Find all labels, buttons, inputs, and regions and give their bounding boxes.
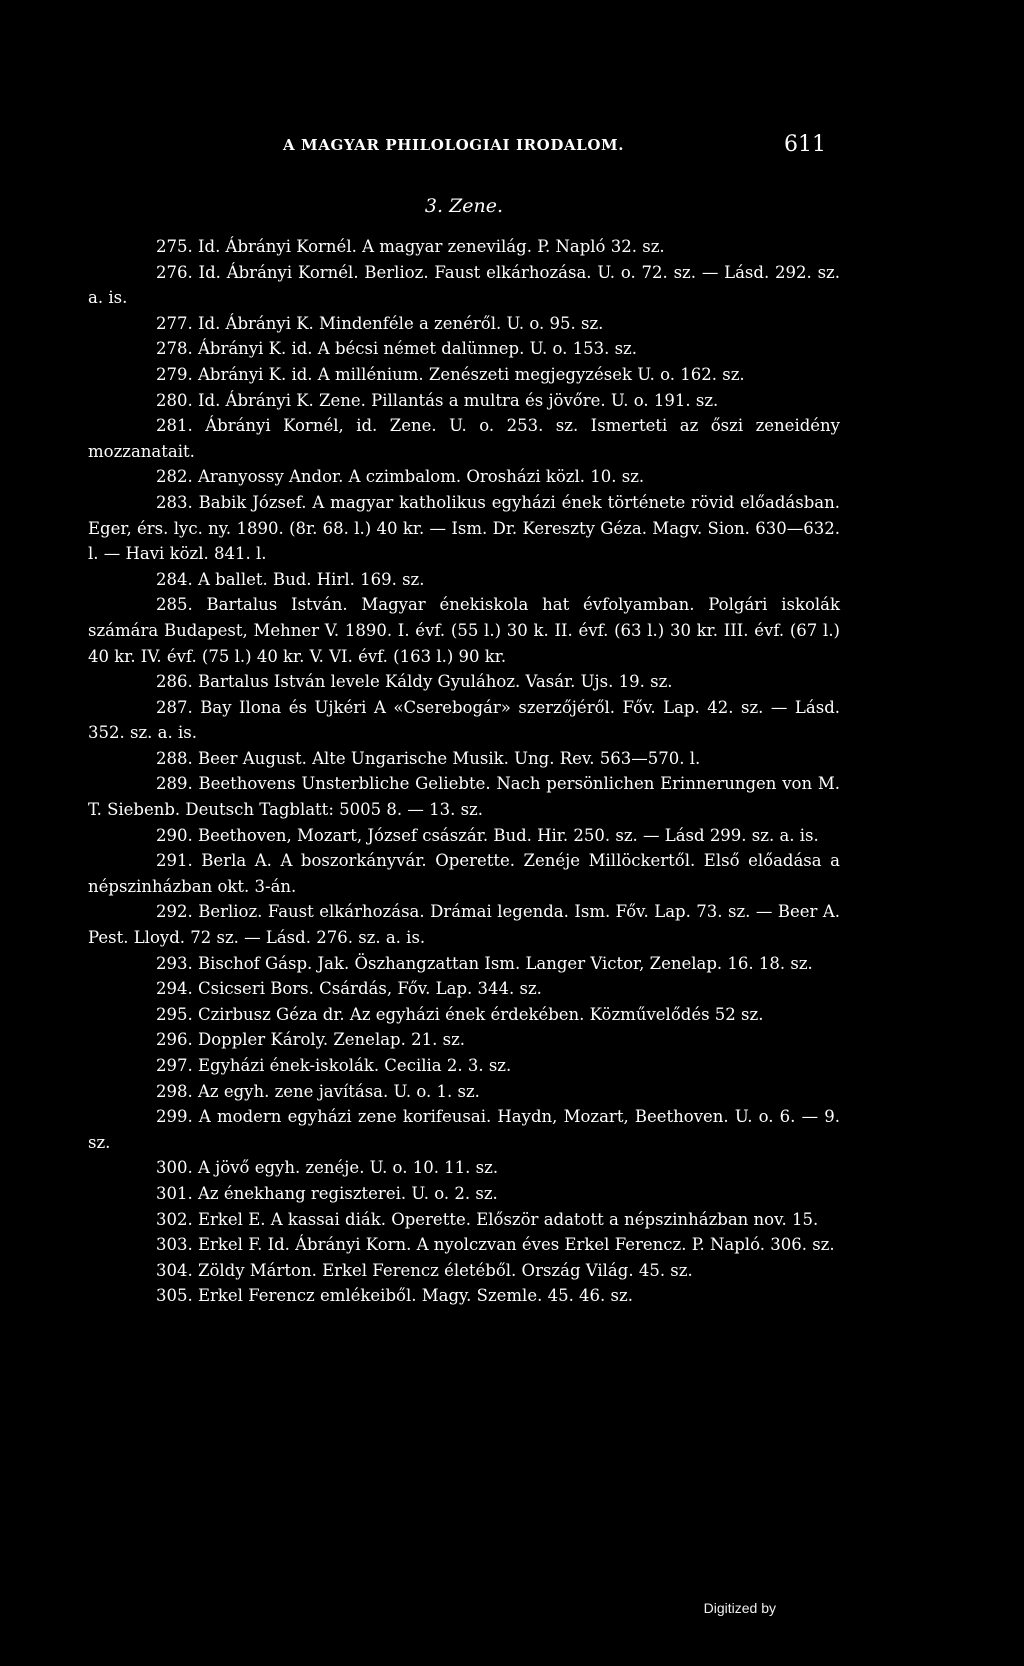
bibliography-entry [88, 746, 840, 772]
bibliography-entry [88, 669, 840, 695]
bibliography-entry [88, 1104, 846, 1155]
bibliography-entry [88, 336, 840, 362]
entry-text: 299. A modern egyházi zene korifeusai. Haydn, Mozart, Beethoven. U. o. 6. — 9. sz. [88, 1107, 846, 1152]
section-title: 3. Zene. [424, 195, 504, 217]
bibliography-entry [88, 1053, 840, 1079]
entry-text: 295. Czirbusz Géza dr. Az egyházi ének érdekében. Közművelődés 52 sz. [156, 1004, 764, 1024]
bibliography-list [88, 234, 846, 1309]
bibliography-entry [88, 388, 840, 414]
entry-text: 283. Babik József. A magyar katholikus egyházi ének története rövid előadásban. Eger, érs. lyc. ny. 1890. (8r. 68. l.) 40 kr. — Ism. Dr. Kereszty Géza. Magv. Sion. 630—632. l. — Havi közl. 841. l. [88, 492, 846, 564]
entry-text: 284. A ballet. Bud. Hirl. 169. sz. [156, 569, 425, 589]
bibliography-entry [88, 490, 846, 567]
entry-text: 294. Csicseri Bors. Csárdás, Főv. Lap. 344. sz. [156, 979, 542, 999]
bibliography-entry [88, 951, 840, 977]
entry-text: 288. Beer August. Alte Ungarische Musik. Ung. Rev. 563—570. l. [156, 748, 701, 768]
entry-text: 280. Id. Ábrányi K. Zene. Pillantás a multra és jövőre. U. o. 191. sz. [156, 390, 719, 410]
bibliography-entry [88, 413, 846, 464]
digitized-by-label: Digitized by [703, 1600, 776, 1616]
entry-text: 303. Erkel F. Id. Ábrányi Korn. A nyolczvan éves Erkel Ferencz. P. Napló. 306. sz. [156, 1235, 835, 1255]
bibliography-entry [88, 1027, 840, 1053]
entry-text: 276. Id. Ábrányi Kornél. Berlioz. Faust elkárhozása. U. o. 72. sz. — Lásd. 292. sz. a. is. [88, 262, 846, 308]
entry-text: 277. Id. Ábrányi K. Mindenféle a zenéről. U. o. 95. sz. [156, 313, 604, 333]
bibliography-entry [88, 1079, 840, 1105]
entry-text: 302. Erkel E. A kassai diák. Operette. Először adatott a népszinházban nov. 15. [156, 1209, 819, 1229]
entry-text: 297. Egyházi ének-iskolák. Cecilia 2. 3. sz. [156, 1056, 512, 1075]
entry-text: 290. Beethoven, Mozart, József császár. Bud. Hir. 250. sz. — Lásd 299. sz. a. is. [156, 825, 819, 845]
bibliography-entry [88, 848, 846, 899]
entry-text: 298. Az egyh. zene javítása. U. o. 1. sz. [156, 1081, 480, 1101]
bibliography-entry [88, 260, 846, 311]
bibliography-entry [88, 1155, 840, 1181]
bibliography-entry [88, 234, 840, 260]
entry-text: 278. Ábrányi K. id. A bécsi német dalünnep. U. o. 153. sz. [156, 339, 637, 359]
entry-text: 301. Az énekhang regiszterei. U. o. 2. sz. [156, 1183, 498, 1203]
bibliography-entry [88, 567, 840, 593]
entry-text: 287. Bay Ilona és Ujkéri A «Cserebogár» szerzőjéről. Főv. Lap. 42. sz. — Lásd. 352. sz. a. is. [88, 697, 846, 743]
entry-text: 289. Beethovens Unsterbliche Geliebte. Nach persönlichen Erinnerungen von M. T. Siebenb. Deutsch Tagblatt: 5005 8. — 13. sz. [88, 774, 846, 820]
bibliography-entry [88, 695, 846, 746]
page-number: 611 [784, 132, 826, 157]
entry-text: 286. Bartalus István levele Káldy Gyulához. Vasár. Ujs. 19. sz. [156, 672, 673, 692]
bibliography-entry [88, 1002, 840, 1028]
entry-text: 281. Ábrányi Kornél, id. Zene. U. o. 253. sz. Ismerteti az őszi zeneidény mozzanatait. [88, 416, 846, 461]
bibliography-entry [88, 976, 840, 1002]
entry-text: 291. Berla A. A boszorkányvár. Operette. Zenéje Millöckertől. Első előadása a népszinházban okt. 3-án. [88, 851, 846, 896]
book-page [88, 0, 846, 1666]
bibliography-entry [88, 771, 846, 822]
entry-text: 282. Aranyossy Andor. A czimbalom. Orosházi közl. 10. sz. [156, 467, 645, 487]
entry-text: 305. Erkel Ferencz emlékeiből. Magy. Szemle. 45. 46. sz. [156, 1286, 633, 1306]
bibliography-entry [88, 311, 840, 337]
bibliography-entry [88, 1232, 840, 1258]
bibliography-entry [88, 899, 846, 950]
entry-text: 275. Id. Ábrányi Kornél. A magyar zenevilág. P. Napló 32. sz. [156, 237, 665, 256]
bibliography-entry [88, 1258, 840, 1284]
bibliography-entry [88, 1283, 840, 1309]
entry-text: 296. Doppler Károly. Zenelap. 21. sz. [156, 1030, 466, 1050]
entry-text: 300. A jövő egyh. zenéje. U. o. 10. 11. sz. [156, 1158, 499, 1178]
bibliography-entry [88, 362, 840, 388]
entry-text: 279. Abrányi K. id. A millénium. Zenészeti megjegyzések U. o. 162. sz. [156, 364, 745, 384]
entry-text: 304. Zöldy Márton. Erkel Ferencz életéből. Ország Világ. 45. sz. [156, 1260, 693, 1280]
entry-text: 285. Bartalus István. Magyar énekiskola hat évfolyamban. Polgári iskolák számára Budapest, Mehner V. 1890. I. évf. (55 l.) 30 k. II. évf. (63 l.) 30 kr. III. évf. (67 l.) 40 kr. IV. évf. (75 l.) 40 kr. V. VI. évf. (163 l.) 90 kr. [88, 595, 846, 666]
bibliography-entry [88, 823, 840, 849]
running-header [88, 132, 840, 164]
bibliography-entry [88, 464, 840, 490]
entry-text: 292. Berlioz. Faust elkárhozása. Drámai legenda. Ism. Főv. Lap. 73. sz. — Beer A. Pest. Lloyd. 72 sz. — Lásd. 276. sz. a. is. [88, 902, 846, 948]
bibliography-entry [88, 592, 846, 669]
header-title: A MAGYAR PHILOLOGIAI IRODALOM. [283, 136, 625, 154]
bibliography-entry [88, 1207, 840, 1233]
entry-text: 293. Bischof Gásp. Jak. Öszhangzattan Ism. Langer Victor, Zenelap. 16. 18. sz. [156, 953, 813, 973]
bibliography-entry [88, 1181, 840, 1207]
